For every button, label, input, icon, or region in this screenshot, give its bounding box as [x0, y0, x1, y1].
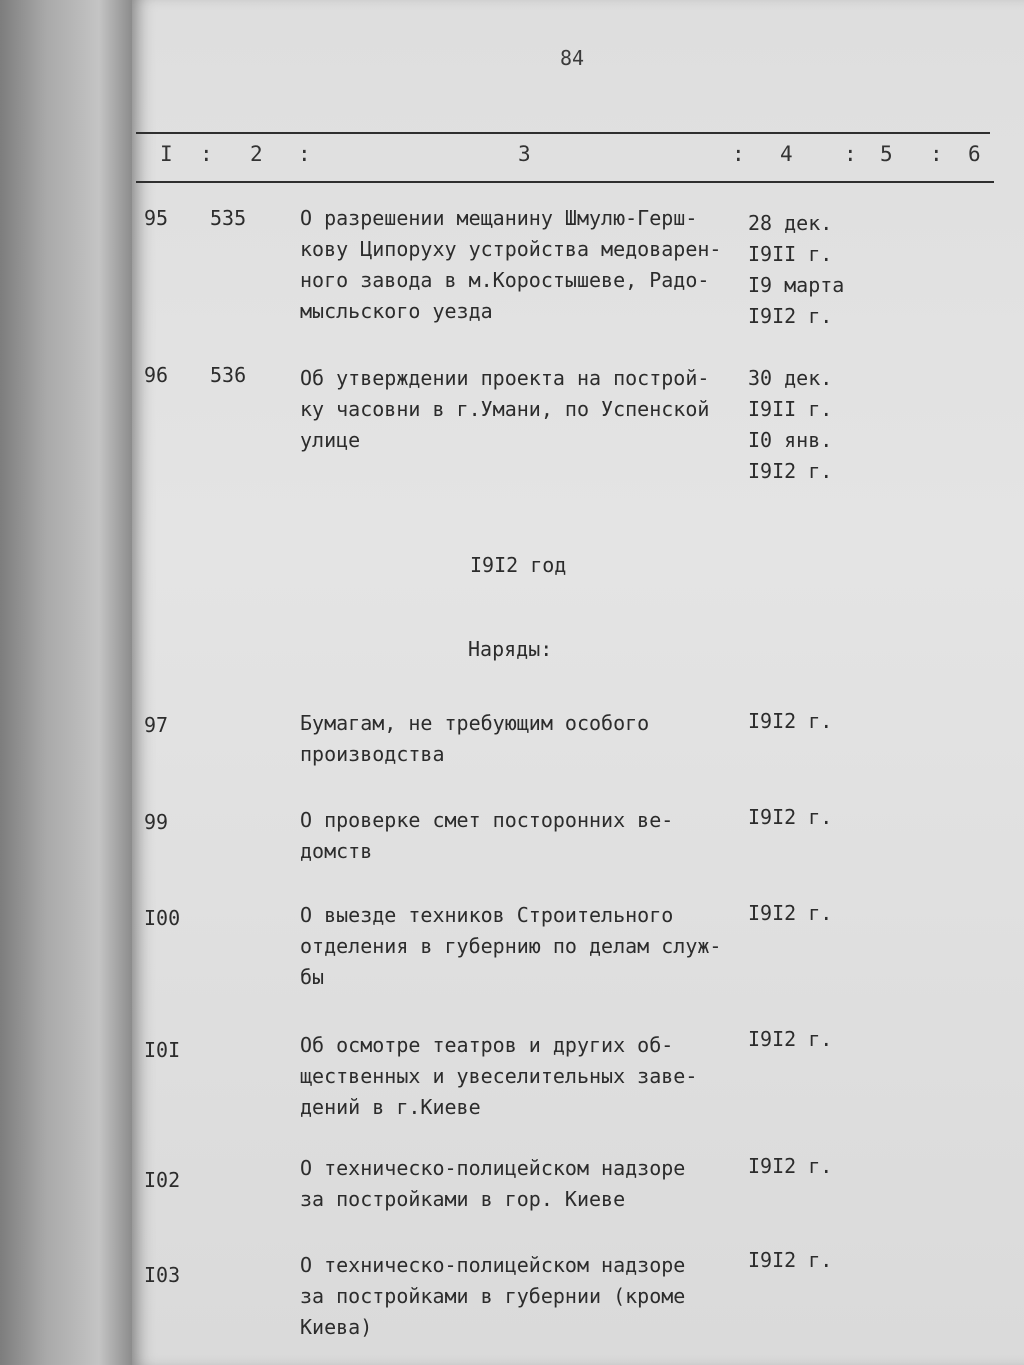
entry-number: 97	[144, 713, 169, 737]
entry-date: I9I2 г.	[748, 1248, 833, 1272]
entry-number: 95	[144, 206, 169, 230]
entry-title: О разрешении мещанину Шмулю-Герш- кову Ципоруху устройства медоварен- ного завода в м.Коростышеве, Радо- мысльского уезда	[300, 206, 722, 323]
column-separator: :	[298, 142, 311, 166]
entry-code: 535	[210, 206, 247, 230]
page-number: 84	[560, 46, 585, 70]
entry-title: О проверке смет посторонних ве- домств	[300, 808, 674, 863]
column-header-1: I	[160, 142, 173, 166]
entry-date: I9I2 г.	[748, 1027, 833, 1051]
table-header-bottom-rule	[136, 181, 994, 183]
entry-title: Об осмотре театров и других об- щественных и увеселительных заве- дений в г.Киеве	[300, 1033, 698, 1119]
entry-date: I9I2 г.	[748, 805, 833, 829]
column-separator: :	[200, 142, 213, 166]
column-header-6: 6	[968, 142, 981, 166]
column-header-2: 2	[250, 142, 263, 166]
entry-number: 99	[144, 810, 169, 834]
entry-title: О выезде техников Строительного отделения в губернию по делам служ- бы	[300, 903, 722, 989]
column-header-3: 3	[518, 142, 531, 166]
entry-number: I0I	[144, 1038, 181, 1062]
entry-date: I9I2 г.	[748, 709, 833, 733]
year-heading: I9I2 год	[470, 553, 567, 577]
document-page	[132, 0, 1024, 1365]
column-header-4: 4	[780, 142, 793, 166]
column-separator: :	[930, 142, 943, 166]
entry-date: I9I2 г.	[748, 1154, 833, 1178]
entry-date: 28 дек. I9II г. I9 марта I9I2 г.	[748, 211, 845, 328]
entry-number: I02	[144, 1168, 181, 1192]
entry-date: I9I2 г.	[748, 901, 833, 925]
column-header-5: 5	[880, 142, 893, 166]
entry-code: 536	[210, 363, 247, 387]
entry-title: Бумагам, не требующим особого производства	[300, 711, 650, 766]
entry-date: 30 дек. I9II г. I0 янв. I9I2 г.	[748, 366, 833, 483]
column-separator: :	[844, 142, 857, 166]
entry-title: О техническо-полицейском надзоре за постройками в гор. Киеве	[300, 1156, 686, 1211]
entry-number: 96	[144, 363, 169, 387]
entry-title: Об утверждении проекта на построй- ку часовни в г.Умани, по Успенской улице	[300, 366, 710, 452]
table-header-top-rule	[136, 132, 990, 134]
entry-title: О техническо-полицейском надзоре за постройками в губернии (кроме Киева)	[300, 1253, 686, 1339]
entry-number: I03	[144, 1263, 181, 1287]
section-heading: Наряды:	[468, 637, 553, 661]
facing-page-edge	[0, 0, 132, 1365]
column-separator: :	[732, 142, 745, 166]
entry-number: I00	[144, 906, 181, 930]
